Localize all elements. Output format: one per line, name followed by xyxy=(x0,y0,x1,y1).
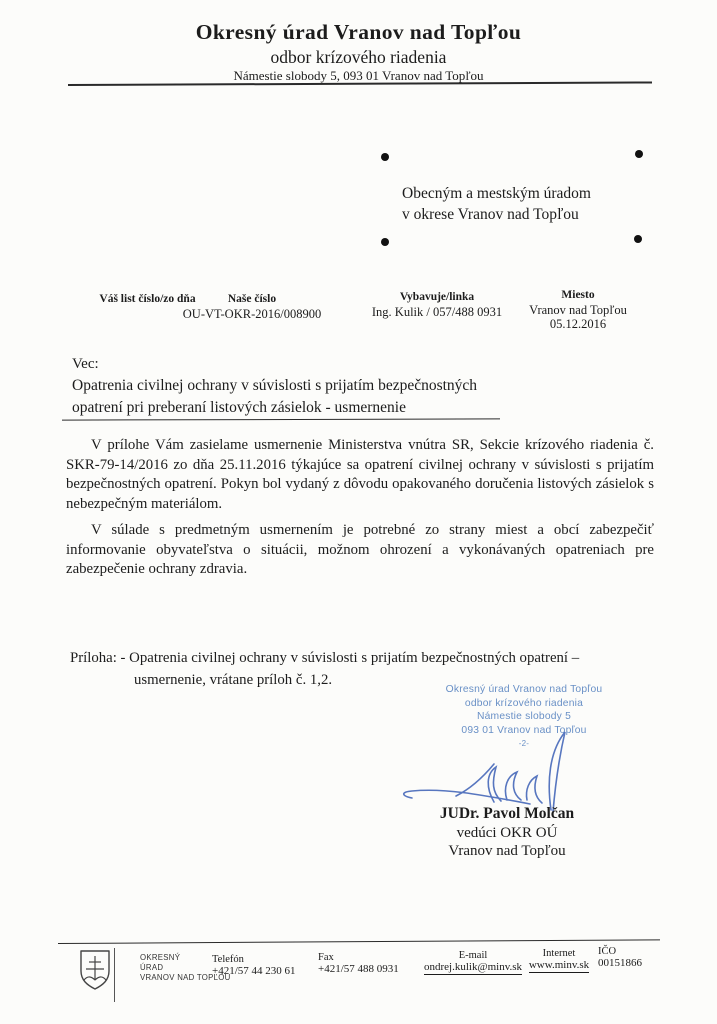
ref-handled-by-value: Ing. Kulik / 057/488 0931 xyxy=(371,304,503,319)
stamp-line3: Námestie slobody 5 xyxy=(476,711,572,722)
footer-divider xyxy=(58,939,660,944)
ref-date-value: 05.12.2016 xyxy=(549,317,607,331)
signatory-city: Vranov nad Topľou xyxy=(448,843,566,859)
ref-our-number-value: OU-VT-OKR-2016/008900 xyxy=(182,306,322,321)
footer-office-line3: VRANOV NAD TOPĽOU xyxy=(140,973,231,982)
subject-line1: Opatrenia civilnej ochrany v súvislosti s prijatím bezpečnostných xyxy=(72,377,478,394)
subject-label: Vec: xyxy=(72,356,99,372)
footer-ico-column xyxy=(598,946,642,969)
signatory-title: vedúci OKR OÚ xyxy=(456,824,558,841)
office-address: Námestie slobody 5, 093 01 Vranov nad Topľou xyxy=(233,68,484,83)
registration-dot-bottom-left xyxy=(381,238,389,246)
footer-office-line2: ÚRAD xyxy=(140,963,164,972)
registration-dot-bottom-right xyxy=(634,235,642,243)
ref-place xyxy=(516,288,640,332)
footer-internet-value: www.minv.sk xyxy=(528,959,590,971)
footer-fax-value: +421/57 488 0931 xyxy=(318,963,399,975)
footer-email-label: E-mail xyxy=(458,950,488,961)
attachment-line1: Príloha: - Opatrenia civilnej ochrany v súvislosti s prijatím bezpečnostných opatrení – xyxy=(70,650,580,666)
footer-phone-value: +421/57 44 230 61 xyxy=(212,965,296,977)
slovak-coat-of-arms-icon xyxy=(78,949,112,991)
recipient-line1: Obecným a mestským úradom xyxy=(402,185,591,202)
ref-your-number-label: Váš list číslo/zo dňa xyxy=(99,293,196,305)
ref-our-number xyxy=(178,292,326,321)
stamp-line4: 093 01 Vranov nad Topľou xyxy=(461,724,587,736)
registration-dot-top-left xyxy=(381,153,389,161)
footer-fax-label: Fax xyxy=(318,952,334,963)
footer-fax-column xyxy=(318,952,399,975)
footer-phone-label: Telefón xyxy=(212,954,244,965)
recipient-line2: v okrese Vranov nad Topľou xyxy=(402,206,579,223)
footer-email-value: ondrej.kulik@minv.sk xyxy=(423,961,523,973)
footer-internet-column xyxy=(520,948,598,971)
attachment-line2: usmernenie, vrátane príloh č. 1,2. xyxy=(134,672,333,688)
footer-office-line1: OKRESNÝ xyxy=(140,953,181,962)
recipient-block xyxy=(402,183,591,225)
footer-phone-column xyxy=(212,954,296,977)
signatory-block xyxy=(398,805,616,861)
ref-place-label: Miesto xyxy=(561,289,595,301)
body-paragraph-1: V prílohe Vám zasielame usmernenie Ministerstva vnútra SR, Sekcie krízového riadenia č. SKR-79-14/2016 zo dňa 25.11.2016 týkajúce sa opatrení civilnej ochrany v súvislosti s prijatím bezpečnostných opatrení. Pokyn bol vydaný z dôvodu opakovaného doručenia listových zásielok s nebezpečným materiálom. xyxy=(66,437,654,512)
office-title: Okresný úrad Vranov nad Topľou xyxy=(195,20,522,44)
ref-handled-by-label: Vybavuje/linka xyxy=(399,291,475,303)
footer-email-column xyxy=(418,950,528,973)
footer-ico-value: 00151866 xyxy=(598,957,642,969)
signatory-name: JUDr. Pavol Molčan xyxy=(439,805,575,822)
ref-handled-by xyxy=(366,290,508,319)
stamp-line1: Okresný úrad Vranov nad Topľou xyxy=(445,684,603,695)
stamp-page-number: -2- xyxy=(518,739,530,748)
subject-line2: opatrení pri preberaní listových zásielok - usmernenie xyxy=(72,399,406,416)
footer-ico-label: IČO xyxy=(598,946,617,957)
stamp-line2: odbor krízového riadenia xyxy=(464,697,584,709)
footer-logo-separator xyxy=(114,948,115,1002)
body-paragraph-2: V súlade s predmetným usmernením je potrebné zo strany miest a obcí zabezpečiť informovanie obyvateľstva o situácii, možnom ohrození a vykonávaných opatreniach pre zabezpečenie ochrany zdravia. xyxy=(66,522,654,577)
footer-internet-label: Internet xyxy=(542,948,576,959)
subject-underline xyxy=(62,418,500,420)
ref-our-number-label: Naše číslo xyxy=(227,293,277,305)
office-department: odbor krízového riadenia xyxy=(270,47,447,67)
registration-dot-top-right xyxy=(635,150,643,158)
ref-place-value: Vranov nad Topľou xyxy=(529,302,627,317)
